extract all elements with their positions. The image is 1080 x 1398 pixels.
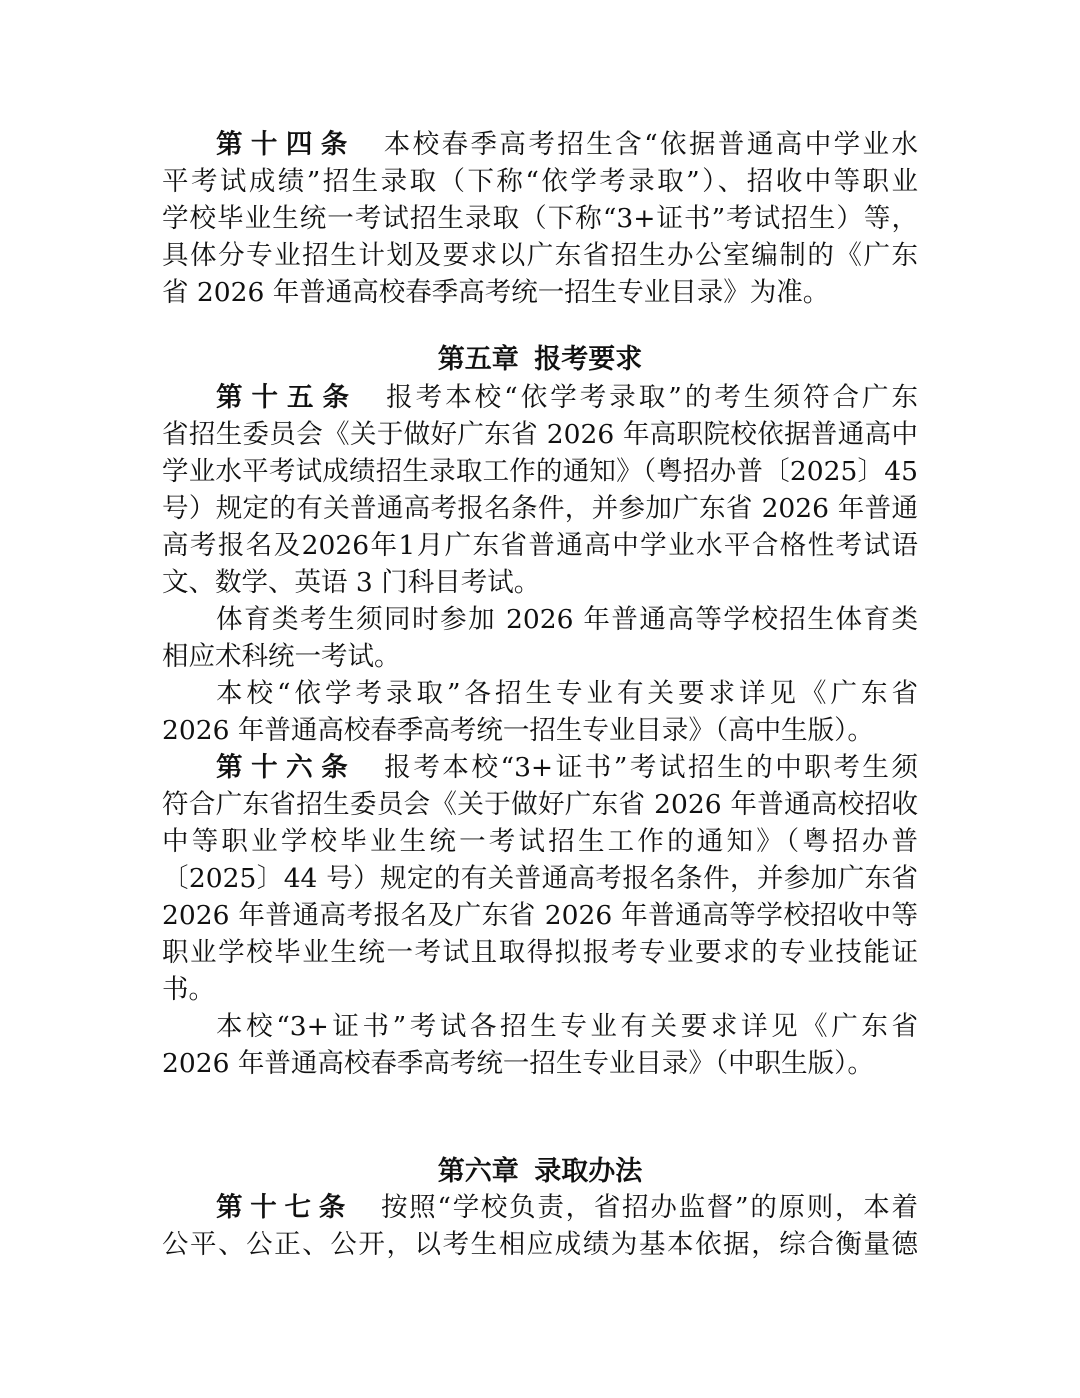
article-16-para2-line-1: 本校“3+证书”考试各招生专业有关要求详见《广东省 xyxy=(216,1011,918,1042)
article-17-number: 第十七条 xyxy=(216,1192,353,1223)
article-16-line-7: 书。 xyxy=(162,974,215,1005)
article-14-line-4: 具体分专业招生计划及要求以广东省招生办公室编制的《广东 xyxy=(162,240,918,271)
article-15-para3-line-1: 本校“依学考录取”各招生专业有关要求详见《广东省 xyxy=(216,678,918,709)
article-15-number: 第十五条 xyxy=(216,382,359,413)
article-17-line-1: 第十七条 按照“学校负责，省招办监督”的原则，本着 xyxy=(216,1192,918,1223)
chapter-6-heading: 第六章 录取办法 xyxy=(437,1156,643,1187)
article-14-line-1: 第十四条 本校春季高考招生含“依据普通高中学业水 xyxy=(216,129,918,160)
article-15-line-6: 文、数学、英语 3 门科目考试。 xyxy=(162,567,541,598)
chapter-5-heading: 第五章 报考要求 xyxy=(437,344,643,375)
article-14-line-5: 省 2026 年普通高校春季高考统一招生专业目录》为准。 xyxy=(162,277,830,308)
article-15-line-3: 学业水平考试成绩招生录取工作的通知》（粤招办普〔2025〕45 xyxy=(162,456,918,487)
article-16-line-5: 2026 年普通高考报名及广东省 2026 年普通高等学校招收中等 xyxy=(162,900,918,931)
article-15-line-4: 号）规定的有关普通高考报名条件，并参加广东省 2026 年普通 xyxy=(162,493,918,524)
article-16-line-4: 〔2025〕44 号）规定的有关普通高考报名条件，并参加广东省 xyxy=(162,863,918,894)
article-16-para2-line-2: 2026 年普通高校春季高考统一招生专业目录》（中职生版）。 xyxy=(162,1048,874,1079)
article-16-line-2: 符合广东省招生委员会《关于做好广东省 2026 年普通高校招收 xyxy=(162,789,918,820)
article-17-line-2: 公平、公正、公开，以考生相应成绩为基本依据，综合衡量德 xyxy=(162,1229,918,1260)
article-16-line-1: 第十六条 报考本校“3+证书”考试招生的中职考生须 xyxy=(216,752,918,783)
article-15-line-1: 第十五条 报考本校“依学考录取”的考生须符合广东 xyxy=(216,382,918,413)
article-15-line-5: 高考报名及2026年1月广东省普通高中学业水平合格性考试语 xyxy=(162,530,918,561)
article-15-para2-line-2: 相应术科统一考试。 xyxy=(162,641,401,672)
article-15-para2-line-1: 体育类考生须同时参加 2026 年普通高等学校招生体育类 xyxy=(216,604,918,635)
article-15-para3-line-2: 2026 年普通高校春季高考统一招生专业目录》（高中生版）。 xyxy=(162,715,874,746)
article-14-number: 第十四条 xyxy=(216,129,356,160)
article-16-line-6: 职业学校毕业生统一考试且取得拟报考专业要求的专业技能证 xyxy=(162,937,918,968)
article-16-line-3: 中等职业学校毕业生统一考试招生工作的通知》（粤招办普 xyxy=(162,826,918,857)
article-15-line-2: 省招生委员会《关于做好广东省 2026 年高职院校依据普通高中 xyxy=(162,419,918,450)
article-14-line-2: 平考试成绩”招生录取（下称“依学考录取”）、招收中等职业 xyxy=(162,166,918,197)
article-16-number: 第十六条 xyxy=(216,752,357,783)
article-14-line-3: 学校毕业生统一考试招生录取（下称“3+证书”考试招生）等， xyxy=(162,203,918,234)
